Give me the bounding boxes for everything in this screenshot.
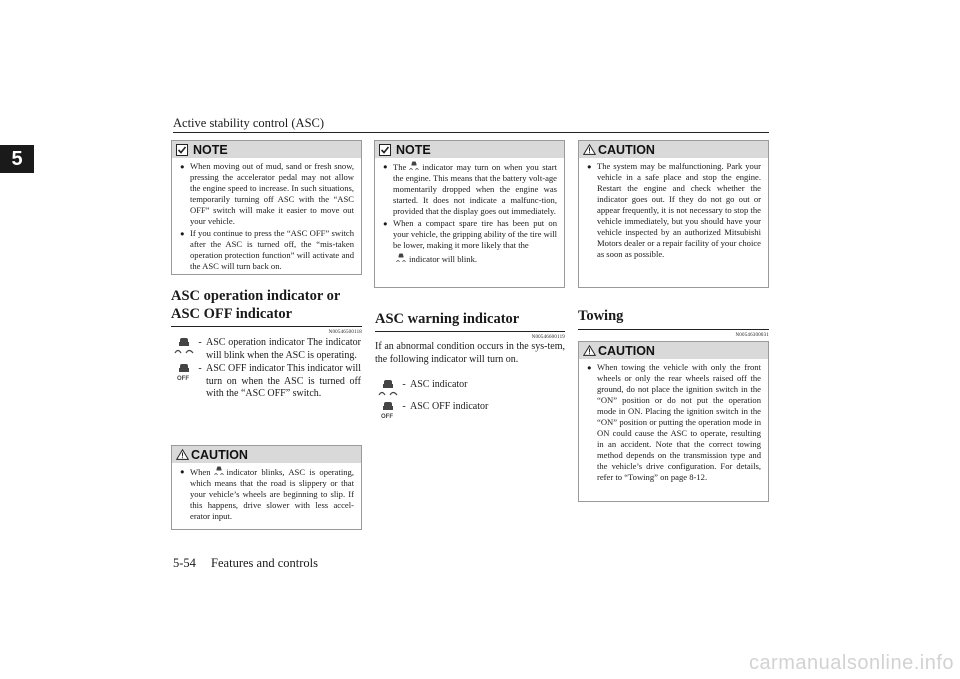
chapter-tab: 5	[0, 145, 34, 173]
note-check-icon	[379, 144, 391, 156]
indicator-row	[378, 379, 565, 397]
indicator-row	[174, 337, 362, 362]
caution-box-3	[578, 341, 769, 502]
note-bullet: ● If you continue to press the “ASC OFF” switch after the ASC is turned off, the “mis-taken operation protection function” will activate and the ASC will turn back on.	[180, 228, 354, 272]
note-box-2	[374, 140, 565, 288]
asc-off-indicator-icon	[174, 363, 194, 381]
page-number: 5-54	[173, 556, 196, 570]
indicator-list-2	[378, 379, 565, 419]
section-code: N00546600119	[531, 335, 565, 340]
indicator-dash: -	[402, 379, 406, 390]
note-bullet-start: The	[393, 162, 407, 172]
section-asc-warning	[375, 310, 565, 340]
note-bullet	[383, 218, 557, 251]
section-rule	[171, 326, 362, 327]
caution-label: CAUTION	[191, 447, 248, 462]
indicator-text: ASC OFF indicator This indicator will turn on when the ASC is turned off with the “ASC OFF” switch.	[206, 363, 361, 399]
indicator-row	[378, 401, 565, 419]
caution-bullet-rest: indicator blinks, ASC is operating, which means that the road is slippery or that your vehicle’s wheels are beginning to slip. If this happens, drive slower with less accel-erator input.	[190, 467, 354, 521]
caution-box-1	[171, 445, 362, 530]
watermark: carmanualsonline.info	[748, 652, 954, 674]
note-label: NOTE	[396, 142, 431, 157]
header-rule	[173, 132, 769, 133]
section-code: N00546300031	[735, 333, 769, 338]
indicator-row	[174, 363, 362, 401]
asc-indicator-icon	[378, 379, 398, 397]
caution-box-2	[578, 140, 769, 288]
note-label: NOTE	[193, 142, 228, 157]
indicator-text: ASC indicator	[410, 379, 468, 390]
asc-indicator-icon	[409, 161, 419, 171]
warning-triangle-icon	[176, 449, 189, 460]
indicator-text: ASC OFF indicator	[410, 401, 489, 412]
indicator-dash: -	[402, 401, 406, 412]
note-bullet: ● When moving out of mud, sand or fresh snow, pressing the accelerator pedal may not allow the engine speed to increase. In such situations, temporarily turning off ASC with the “ASC OFF” switch will make it easier to move out your vehicle.	[180, 161, 354, 227]
section-code: N00546500118	[328, 330, 362, 335]
warning-triangle-icon	[583, 345, 596, 356]
note-bullet	[383, 161, 557, 217]
caution-label: CAUTION	[598, 142, 655, 157]
section-rule	[375, 331, 565, 332]
section-title: Towing	[578, 308, 624, 324]
asc-indicator-icon	[174, 337, 194, 355]
caution-header	[579, 342, 768, 359]
indicator-text: ASC operation indicator The indicator will blink when the ASC is operating.	[206, 337, 361, 361]
asc-off-indicator-icon	[378, 401, 398, 419]
caution-bullet: ● The system may be malfunctioning. Park your vehicle in a safe place and stop the engine. Restart the engine and check whether the indicator goes out. If they do not go out or appear frequently, it is not necessary to stop the vehicle immediately, but you should have your vehicle inspected by an authorized Mitsubishi Motors dealer or a repair facility of your choice as soon as possible.	[587, 161, 761, 260]
caution-header	[579, 141, 768, 158]
section-title: ASC operation indicator or ASC OFF indicator	[171, 288, 341, 322]
svg-text:OFF: OFF	[177, 376, 189, 381]
note-check-icon	[176, 144, 188, 156]
caution-bullet: ● When towing the vehicle with only the front wheels or only the rear wheels raised off the ground, do not place the ignition switch in the “ON” position or do not put the operation mode in ON. Placing the ignition switch in the “ON” position or putting the operation mode in ON could cause the ASC to operate, resulting in an accident. Note that the correct towing method depends on the transmission type and the vehicle’s drive configuration. For details, refer to “Towing” on page 8-12.	[587, 362, 761, 483]
warning-triangle-icon	[583, 144, 596, 155]
section-towing	[578, 307, 769, 338]
section-asc-operation	[171, 287, 362, 335]
note-header	[375, 141, 564, 158]
indicator-list-1	[174, 337, 362, 401]
section-title: ASC warning indicator	[375, 311, 520, 327]
asc-warning-intro: If an abnormal condition occurs in the sys-tem, the following indicator will turn on.	[375, 341, 565, 365]
caution-header	[172, 446, 361, 463]
asc-indicator-icon	[214, 466, 224, 476]
indicator-dash: -	[198, 363, 202, 374]
note-header	[172, 141, 361, 158]
note-bullet-text: When a compact spare tire has been put on your vehicle, the gripping ability of the tire will be lower, making it more likely that the	[393, 218, 557, 250]
note-bullet-rest: indicator may turn on when you start the engine. This means that the battery volt-age momentarily dropped when the engine was started. It does not indicate a malfunc-tion, provided that the display goes out immediately.	[393, 162, 557, 216]
note-box-1	[171, 140, 362, 275]
footer-section-name: Features and controls	[211, 556, 318, 570]
caution-label: CAUTION	[598, 343, 655, 358]
caution-bullet	[180, 466, 354, 522]
note-bullet-end: indicator will blink.	[409, 254, 478, 264]
section-rule	[578, 329, 769, 330]
asc-indicator-icon	[396, 253, 406, 263]
running-header-title: Active stability control (ASC)	[173, 116, 325, 130]
indicator-dash: -	[198, 337, 202, 348]
svg-text:OFF: OFF	[381, 414, 393, 419]
page-footer	[173, 556, 318, 571]
note-bullet-continuation	[383, 252, 557, 266]
caution-bullet-start: When	[190, 467, 211, 477]
